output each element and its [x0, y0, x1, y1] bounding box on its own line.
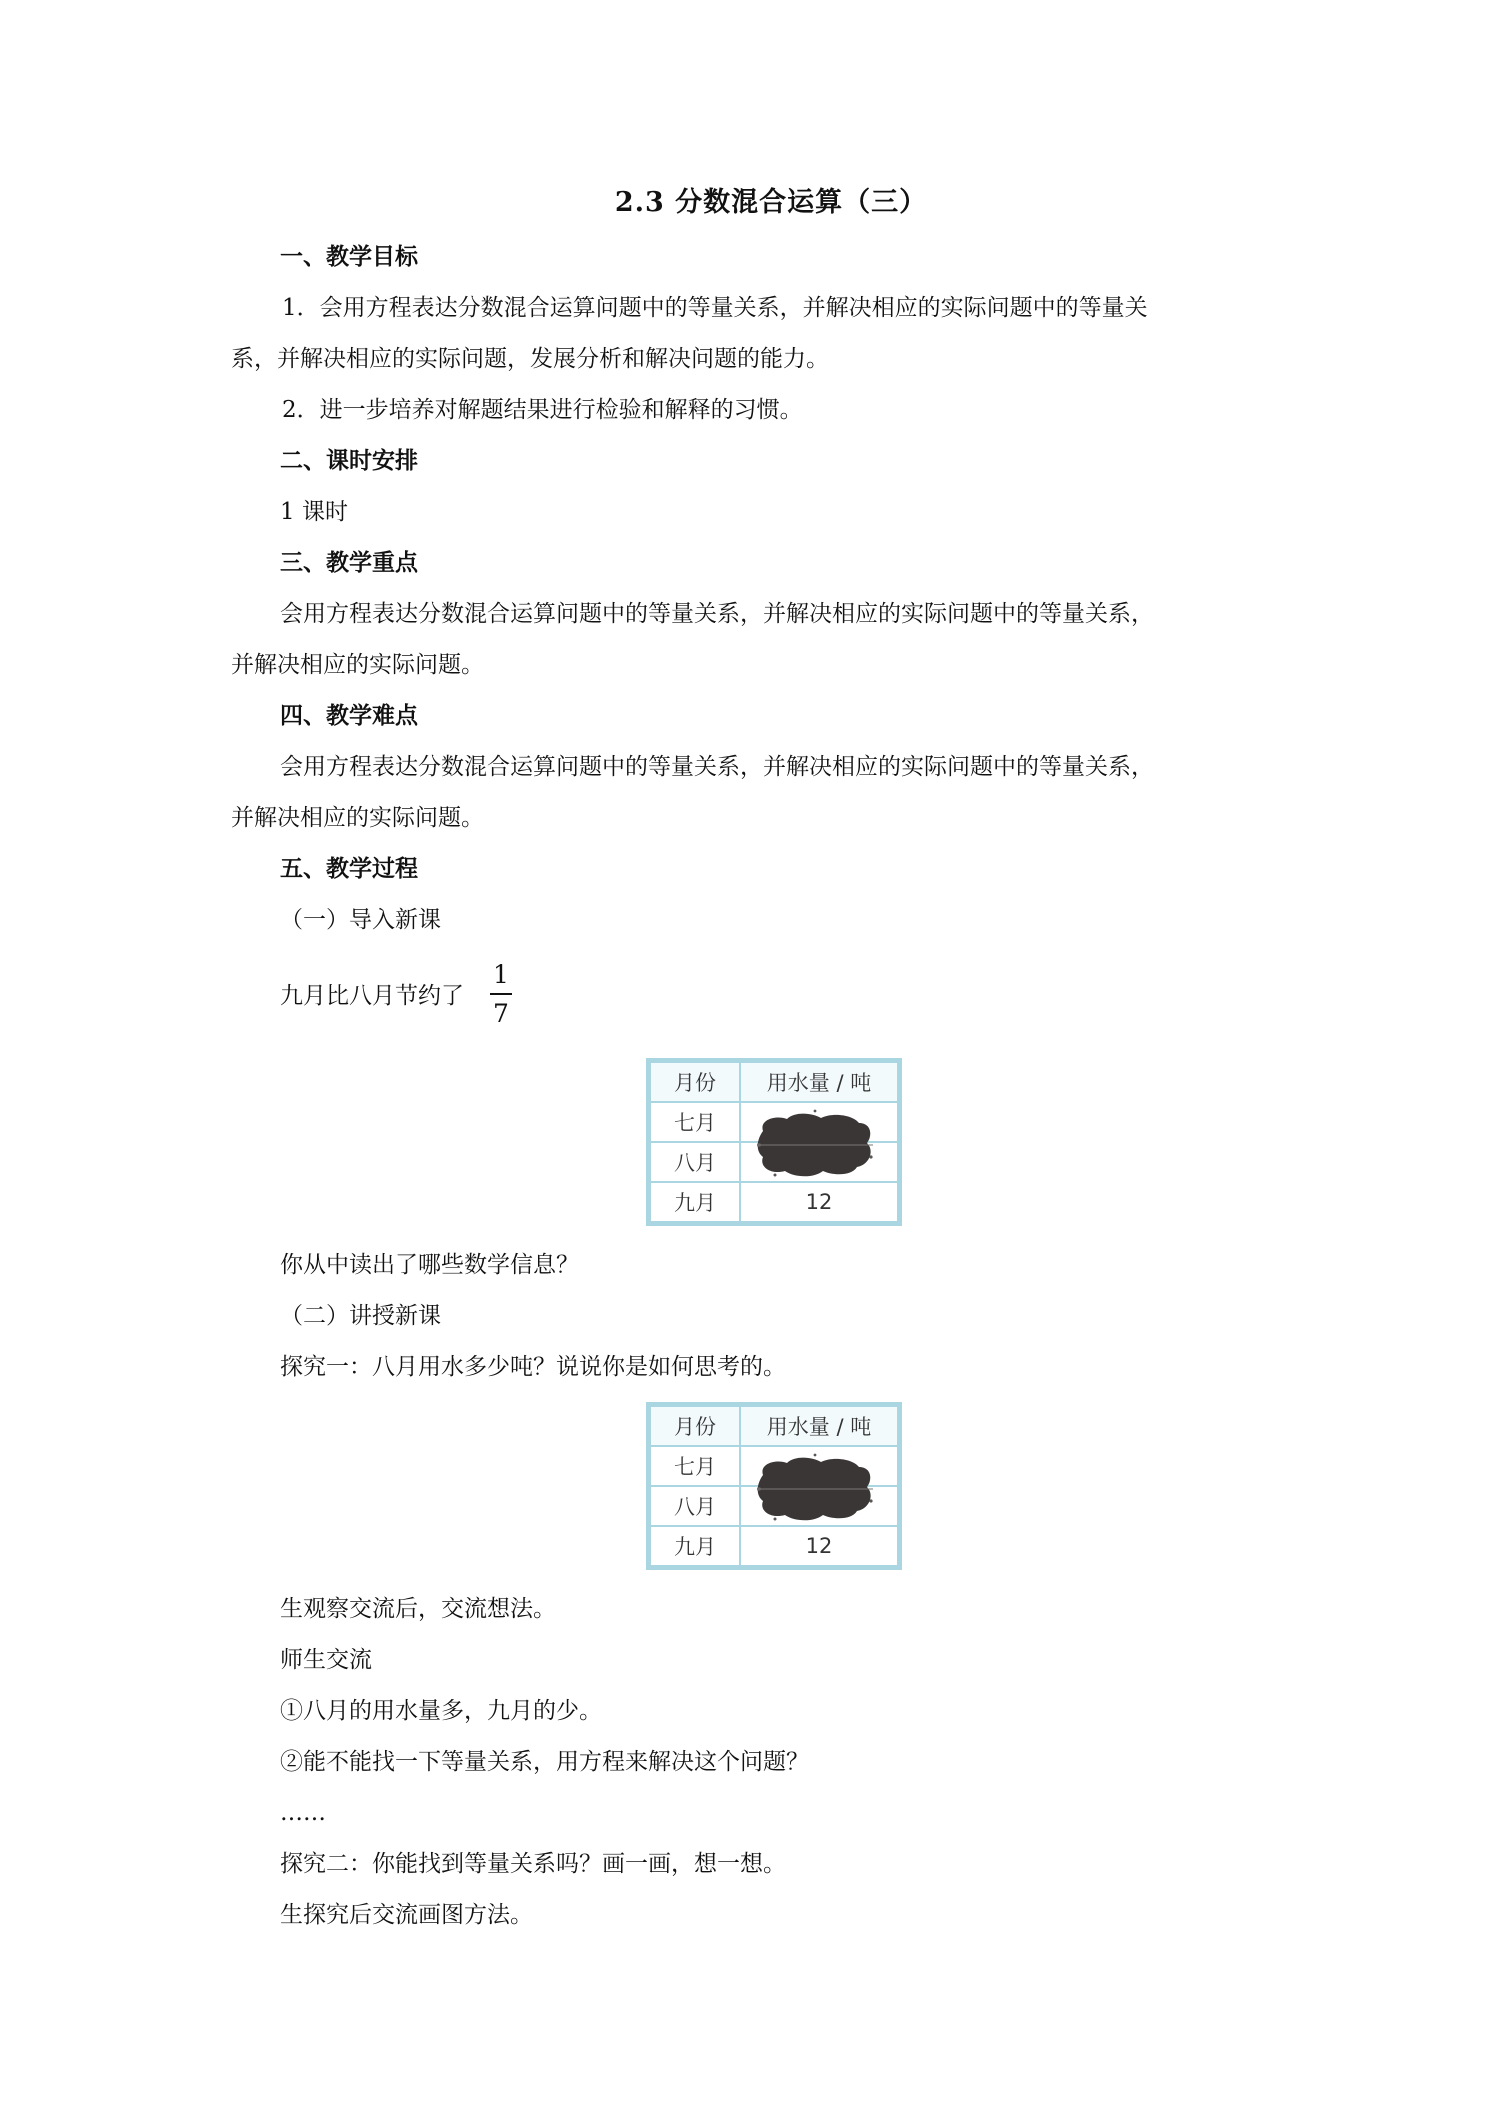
paragraph-objective-2: 2．进一步培养对解题结果进行检验和解释的习惯。: [282, 397, 803, 423]
explore-two-followup: 生探究后交流画图方法。: [280, 1902, 533, 1928]
paragraph-schedule: 1 课时: [280, 499, 348, 525]
student-observation: 生观察交流后，交流想法。: [280, 1596, 556, 1622]
section-heading-process: 五、教学过程: [280, 855, 418, 882]
explore-two: 探究二：你能找到等量关系吗？画一画，想一想。: [280, 1851, 786, 1877]
intro-sentence: 九月比八月节约了: [280, 983, 464, 1009]
table-cell-usage: 12: [740, 1526, 898, 1566]
table-cell-month: 七月: [650, 1102, 740, 1142]
section-heading-key-points: 三、教学重点: [280, 549, 418, 576]
ink-blot-image: [755, 1109, 875, 1179]
ink-blot-image: [755, 1453, 875, 1523]
fraction-bar: [490, 993, 512, 995]
exchange-point-1: ①八月的用水量多，九月的少。: [280, 1698, 602, 1724]
paragraph-difficulties-cont: 并解决相应的实际问题。: [231, 805, 484, 831]
paragraph-difficulties: 会用方程表达分数混合运算问题中的等量关系，并解决相应的实际问题中的等量关系，: [280, 754, 1154, 780]
ellipsis: ……: [280, 1800, 326, 1826]
table-cell-month: 九月: [650, 1182, 740, 1222]
table-header-month: 月份: [650, 1406, 740, 1446]
question-math-info: 你从中读出了哪些数学信息？: [280, 1252, 579, 1278]
paragraph-key-points: 会用方程表达分数混合运算问题中的等量关系，并解决相应的实际问题中的等量关系，: [280, 601, 1154, 627]
paragraph-key-points-cont: 并解决相应的实际问题。: [231, 652, 484, 678]
paragraph-objective-1-cont: 系，并解决相应的实际问题，发展分析和解决问题的能力。: [231, 346, 829, 372]
subheading-introduction: （一）导入新课: [280, 907, 441, 933]
table-cell-month: 九月: [650, 1526, 740, 1566]
exchange-point-2: ②能不能找一下等量关系，用方程来解决这个问题？: [280, 1749, 809, 1775]
table-header-usage: 用水量 / 吨: [740, 1062, 898, 1102]
table-header-month: 月份: [650, 1062, 740, 1102]
page-title: 2.3 分数混合运算（三）: [614, 187, 928, 218]
section-heading-objectives: 一、教学目标: [280, 243, 418, 270]
subheading-new-lesson: （二）讲授新课: [280, 1303, 441, 1329]
teacher-student-exchange: 师生交流: [280, 1647, 372, 1673]
fraction-numerator: 1: [493, 960, 509, 989]
table-cell-month: 七月: [650, 1446, 740, 1486]
fraction-one-seventh: [484, 958, 518, 1031]
water-usage-table-1: [646, 1058, 902, 1226]
table-cell-usage: 12: [740, 1182, 898, 1222]
table-cell-month: 八月: [650, 1486, 740, 1526]
section-heading-schedule: 二、课时安排: [280, 447, 418, 474]
paragraph-objective-1: 1．会用方程表达分数混合运算问题中的等量关系，并解决相应的实际问题中的等量关: [282, 295, 1148, 321]
section-heading-difficulties: 四、教学难点: [280, 702, 418, 729]
explore-one: 探究一：八月用水多少吨？说说你是如何思考的。: [280, 1354, 786, 1380]
table-cell-month: 八月: [650, 1142, 740, 1182]
fraction-denominator: 7: [493, 999, 509, 1028]
table-header-usage: 用水量 / 吨: [740, 1406, 898, 1446]
water-usage-table-2: [646, 1402, 902, 1570]
